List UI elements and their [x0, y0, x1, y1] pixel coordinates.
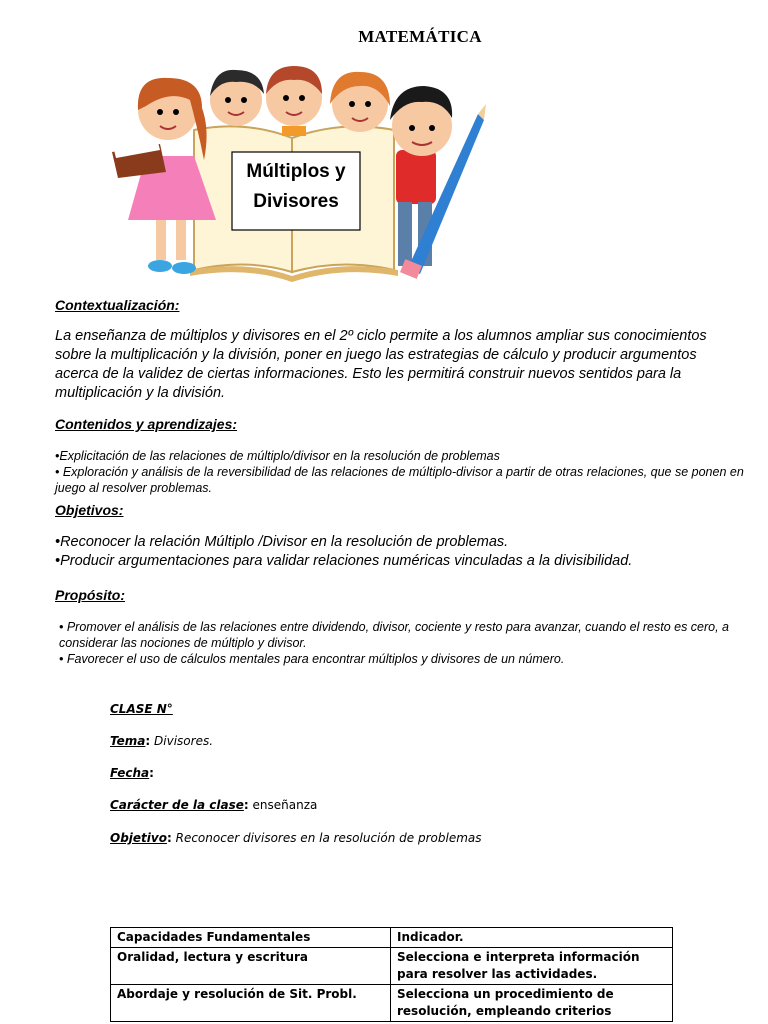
caracter-line: Carácter de la clase: enseñanza [110, 798, 318, 812]
objetivo-label: Objetivo [110, 831, 167, 845]
proposito-heading: Propósito: [55, 587, 125, 603]
fecha-line: Fecha: [110, 766, 154, 780]
table-cell: Selecciona un procedimiento de resolución, empleando criterios [391, 985, 673, 1022]
table-cell: Oralidad, lectura y escritura [111, 948, 391, 985]
table-cell: Abordaje y resolución de Sit. Probl. [111, 985, 391, 1022]
book-label-line1: Múltiplos y [246, 161, 346, 182]
contenidos-item: • Exploración y análisis de la reversibilidad de las relaciones de múltiplo-divisor a partir de otras relaciones, que se ponen en juego al resolver problemas. [55, 465, 744, 495]
table-row [111, 928, 673, 948]
objetivos-list [55, 533, 745, 571]
contextualizacion-text: La enseñanza de múltiplos y divisores en el 2º ciclo permite a los alumnos ampliar sus conocimientos sobre la multiplicación y la división, poner en juego las estrategias de cálculo y producir argumentos acerca de la validez de ciertas informaciones. Esto les permitirá construir nuevos sentidos para la multiplicación y la división. [55, 328, 707, 401]
contenidos-list [55, 448, 745, 496]
table-row [111, 948, 673, 985]
kid-boy-pencil [390, 86, 486, 279]
clase-line [110, 702, 173, 716]
caracter-value: enseñanza [252, 798, 318, 812]
kid-curly [210, 70, 264, 126]
tema-label: Tema [110, 734, 146, 748]
table-header-cell: Capacidades Fundamentales [111, 928, 391, 948]
contextualizacion-heading: Contextualización: [55, 297, 180, 313]
table-row [111, 985, 673, 1022]
book-label-line2: Divisores [253, 191, 339, 212]
objetivos-heading: Objetivos: [55, 502, 124, 518]
clase-label: CLASE N° [110, 702, 173, 716]
kid-orange-hair [330, 72, 390, 132]
tema-value: Divisores. [154, 734, 214, 748]
table-header-cell: Indicador. [391, 928, 673, 948]
caracter-label: Carácter de la clase [110, 798, 244, 812]
proposito-item: • Favorecer el uso de cálculos mentales para encontrar múltiplos y divisores de un número. [59, 652, 565, 666]
objetivos-item: •Producir argumentaciones para validar relaciones numéricas vinculadas a la divisibilidad. [55, 553, 633, 569]
capacidades-table [110, 927, 673, 1022]
kid-red-hair [266, 66, 322, 136]
proposito-list [59, 619, 749, 667]
contenidos-item: •Explicitación de las relaciones de múltiplo/divisor en la resolución de problemas [55, 449, 500, 463]
tema-line: Tema: Divisores. [110, 734, 214, 748]
page-title: MATEMÁTICA [358, 27, 482, 46]
contenidos-heading: Contenidos y aprendizajes: [55, 416, 238, 432]
objetivos-item: •Reconocer la relación Múltiplo /Divisor en la resolución de problemas. [55, 534, 509, 550]
proposito-item: • Promover el análisis de las relaciones entre dividendo, divisor, cociente y resto para avanzar, cuando el resto es cero, a considerar las nociones de múltiplo y divisor. [59, 620, 730, 650]
table-cell: Selecciona e interpreta información para resolver las actividades. [391, 948, 673, 985]
kids-book-illustration [106, 60, 490, 286]
objetivo-value: Reconocer divisores en la resolución de problemas [175, 831, 482, 845]
fecha-label: Fecha [110, 766, 150, 780]
objetivo-line: Objetivo: Reconocer divisores en la resolución de problemas [110, 831, 482, 845]
